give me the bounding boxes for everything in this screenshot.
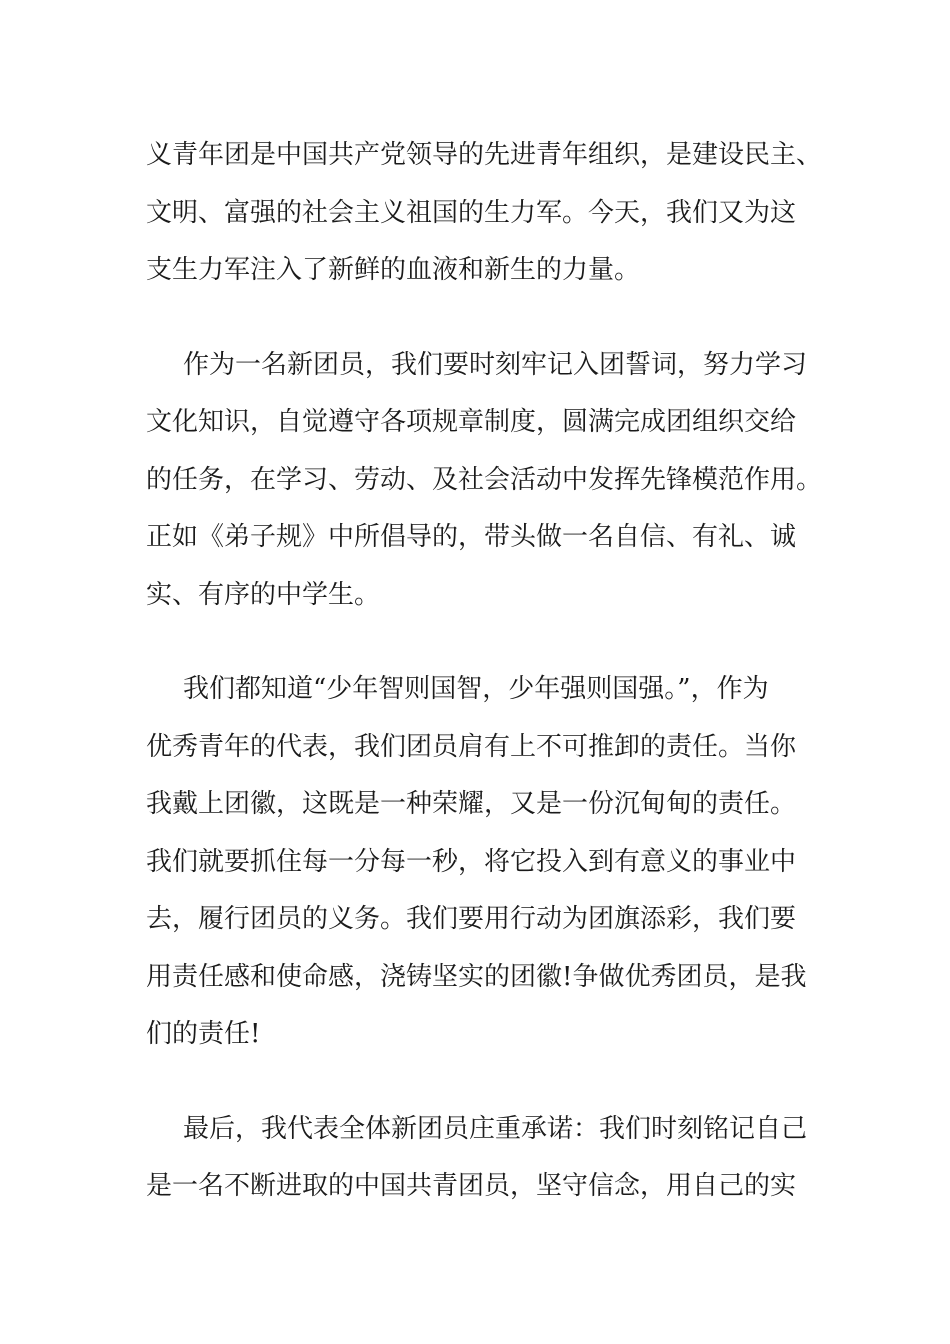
paragraph-gap [146,300,806,337]
text-line: 作为一名新团员，我们要时刻牢记入团誓词，努力学习 [183,349,808,380]
text-line: 们的责任! [146,1019,261,1049]
text-line: 正如《弟子规》中所倡导的，带头做一名自信、有礼、诚 [146,522,797,552]
text-line: 是一名不断进取的中国共青团员，坚守信念，用自己的实 [146,1171,797,1201]
text-line: 优秀青年的代表，我们团员肩有上不可推卸的责任。当你 [146,731,797,762]
text-line: 的任务，在学习、劳动、及社会活动中发挥先锋模范作用。 [146,464,823,495]
text-line: 最后，我代表全体新团员庄重承诺：我们时刻铭记自己 [183,1113,808,1144]
document-body [146,127,823,1216]
text-line: 去，履行团员的义务。我们要用行动为团旗添彩，我们要 [146,904,797,934]
text-line: 我戴上团徽，这既是一种荣耀，又是一份沉甸甸的责任。 [146,789,797,819]
text-line: 我们都知道“少年智则国智，少年强则国强。”，作为 [183,674,769,704]
paragraph [146,127,823,300]
text-line: 义青年团是中国共产党领导的先进青年组织，是建设民主、 [146,140,823,170]
paragraph [146,661,806,1064]
text-line: 文化知识，自觉遵守各项规章制度，圆满完成团组织交给 [146,407,797,437]
paragraph [146,337,823,625]
text-line: 我们就要抓住每一分每一秒，将它投入到有意义的事业中 [146,846,797,877]
paragraph-gap [146,624,806,661]
text-line: 支生力军注入了新鲜的血液和新生的力量。 [146,255,641,285]
paragraph-gap [146,1064,806,1101]
paragraph [146,1101,806,1216]
text-line: 文明、富强的社会主义祖国的生力军。今天，我们又为这 [146,197,797,228]
text-line: 实、有序的中学生。 [146,579,381,610]
text-line: 用责任感和使命感，浇铸坚实的团徽!争做优秀团员，是我 [146,961,807,992]
